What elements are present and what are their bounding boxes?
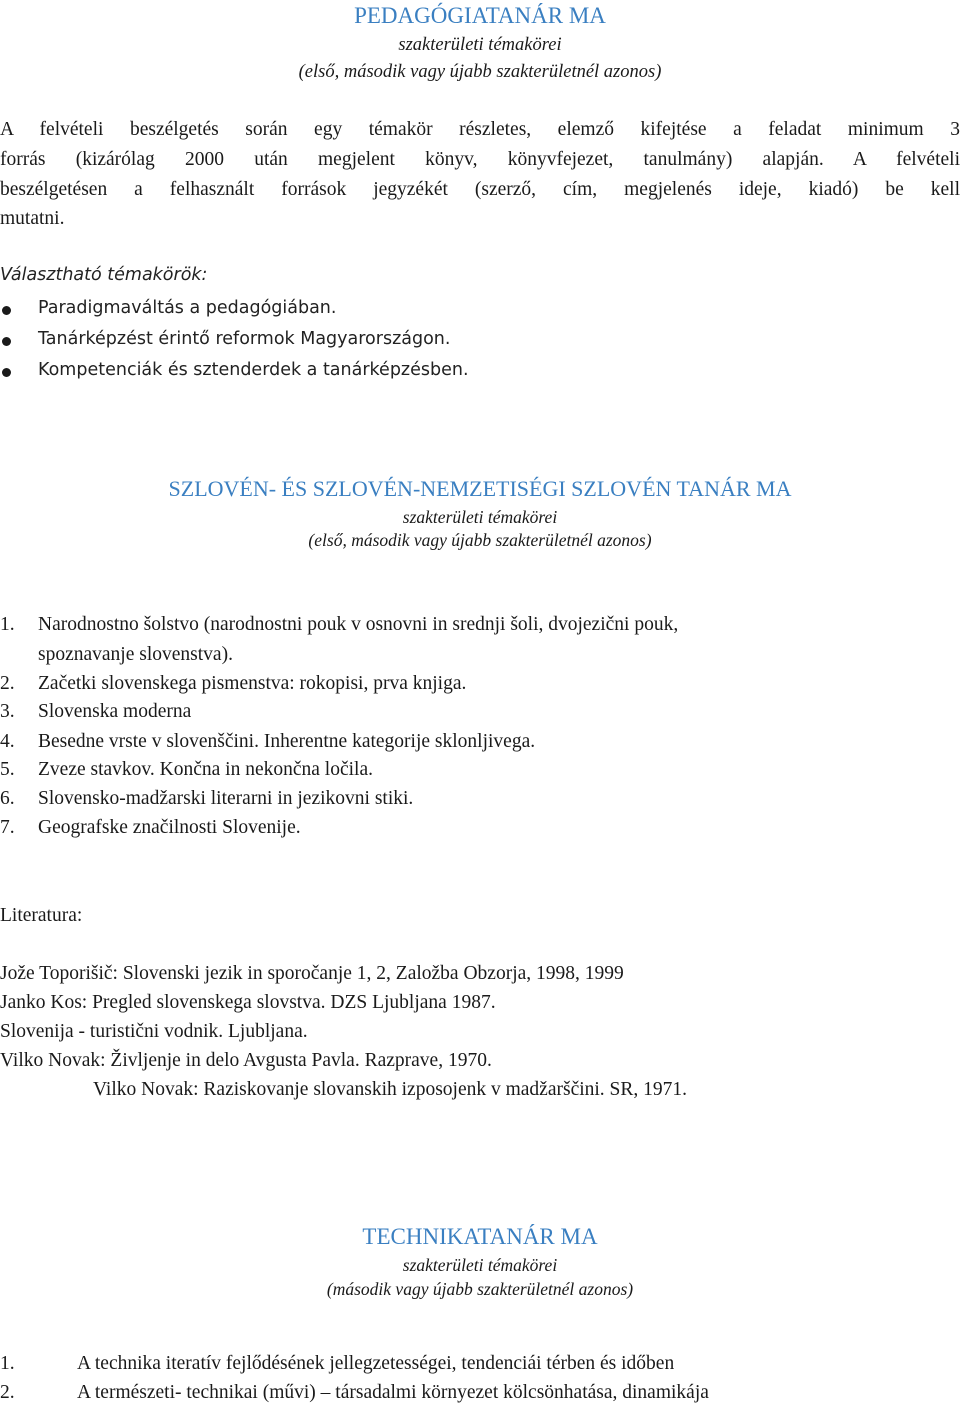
topic-item: Paradigmaváltás a pedagógiában.	[38, 298, 337, 318]
literature-item: Vilko Novak: Življenje in delo Avgusta Pavla. Razprave, 1970.	[0, 1050, 492, 1071]
section1-paragraph-line: beszélgetésen a felhasznált források jegyzékét (szerző, cím, megjelenés ideje, kiadó) be kell	[0, 179, 960, 200]
bullet-icon	[2, 337, 11, 346]
section1-paragraph-line: mutatni.	[0, 208, 65, 229]
topic-item: Kompetenciák és sztenderdek a tanárképzésben.	[38, 360, 469, 380]
list-item: Zveze stavkov. Končna in nekončna ločila.	[38, 759, 373, 780]
list-item: Začetki slovenskega pismenstva: rokopisi, prva knjiga.	[38, 673, 467, 694]
list-item-number: 2.	[0, 1382, 15, 1403]
section3-title: TECHNIKATANÁR MA	[362, 1224, 598, 1249]
section1-title: PEDAGÓGIATANÁR MA	[354, 3, 606, 28]
literature-item: Jože Toporišič: Slovenski jezik in sporočanje 1, 2, Založba Obzorja, 1998, 1999	[0, 963, 624, 984]
list-item: A természeti- technikai (művi) – társadalmi környezet kölcsönhatása, dinamikája	[77, 1382, 709, 1403]
list-item-number: 4.	[0, 731, 15, 752]
literature-item: Slovenija - turistični vodnik. Ljubljana.	[0, 1021, 308, 1042]
literature-label: Literatura:	[0, 905, 83, 926]
section1-subtitle: szakterületi témakörei	[398, 35, 562, 55]
list-item: Narodnostno šolstvo (narodnostni pouk v osnovni in srednji šoli, dvojezični pouk,	[38, 614, 679, 635]
list-item-number: 3.	[0, 701, 15, 722]
bullet-icon	[2, 306, 11, 315]
section1-paragraph-line: forrás (kizárólag 2000 után megjelent könyv, könyvfejezet, tanulmány) alapján. A felvételi	[0, 149, 960, 170]
list-item: Geografske značilnosti Slovenije.	[38, 817, 301, 838]
section3-subtitle: szakterületi témakörei	[402, 1255, 558, 1275]
literature-item: Janko Kos: Pregled slovenskega slovstva. DZS Ljubljana 1987.	[0, 992, 496, 1013]
section2-subtitle: szakterületi témakörei	[402, 507, 558, 527]
list-item-number: 1.	[0, 614, 15, 635]
section2-note: (első, második vagy újabb szakterületnél azonos)	[308, 530, 652, 550]
list-item-number: 6.	[0, 788, 15, 809]
section1-paragraph-line: A felvételi beszélgetés során egy témakör részletes, elemző kifejtése a feladat minimum 3	[0, 119, 960, 140]
section3-note: (második vagy újabb szakterületnél azonos)	[326, 1279, 634, 1299]
section2-title: SZLOVÉN- ÉS SZLOVÉN-NEMZETISÉGI SZLOVÉN TANÁR MA	[168, 476, 792, 501]
list-item-continuation: spoznavanje slovenstva).	[38, 644, 233, 665]
list-item-number: 2.	[0, 673, 15, 694]
topics-label: Választható témakörök:	[0, 265, 208, 285]
list-item-number: 1.	[0, 1353, 15, 1374]
list-item-number: 7.	[0, 817, 15, 838]
list-item: Besedne vrste v slovenščini. Inherentne kategorije sklonljivega.	[38, 731, 536, 752]
list-item: Slovenska moderna	[38, 701, 192, 722]
list-item-number: 5.	[0, 759, 15, 780]
list-item: A technika iteratív fejlődésének jellegzetességei, tendenciái térben és időben	[77, 1353, 675, 1374]
literature-item: Vilko Novak: Raziskovanje slovanskih izposojenk v madžarščini. SR, 1971.	[93, 1079, 688, 1100]
list-item: Slovensko-madžarski literarni in jezikovni stiki.	[38, 788, 414, 809]
section1-note: (első, második vagy újabb szakterületnél azonos)	[298, 62, 662, 82]
bullet-icon	[2, 368, 11, 377]
topic-item: Tanárképzést érintő reformok Magyarországon.	[38, 329, 451, 349]
